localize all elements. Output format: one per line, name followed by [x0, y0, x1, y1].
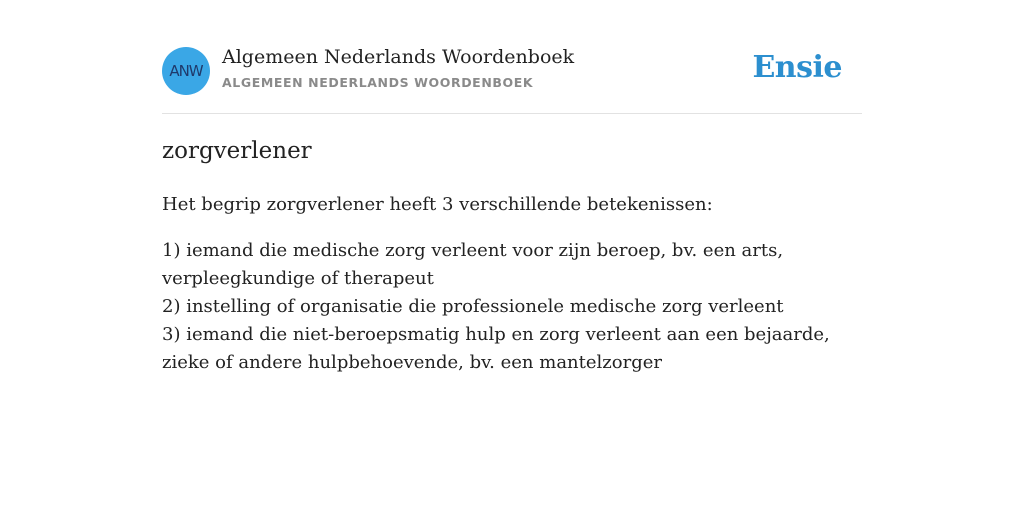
entry-intro: Het begrip zorgverlener heeft 3 verschillende betekenissen: [162, 194, 713, 215]
meaning-item: 1) iemand die medische zorg verleent voor zijn beroep, bv. een arts, verpleegkundige of therapeut [162, 240, 784, 289]
ensie-brand-logo[interactable]: Ensie [752, 50, 842, 85]
meaning-item: 3) iemand die niet-beroepsmatig hulp en zorg verleent aan een bejaarde, zieke of andere hulpbehoevende, bv. een mantelzorger [162, 324, 830, 373]
anw-logo-text: ANW [169, 62, 203, 80]
anw-logo[interactable] [162, 47, 210, 95]
source-title[interactable]: Algemeen Nederlands Woordenboek [222, 46, 575, 68]
meanings-list [162, 237, 862, 377]
entry-word: zorgverlener [162, 138, 312, 164]
source-header [162, 0, 862, 114]
page-container [162, 0, 862, 373]
meaning-item: 2) instelling of organisatie die professionele medische zorg verleent [162, 296, 784, 317]
source-subtitle: ALGEMEEN NEDERLANDS WOORDENBOEK [222, 75, 534, 90]
